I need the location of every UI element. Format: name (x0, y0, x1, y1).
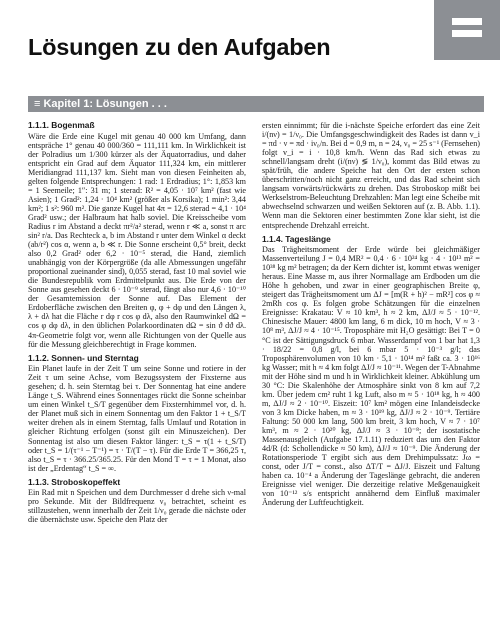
tab-bar-icon (452, 18, 482, 25)
section-text: ersten einnimmt; für die i-nächste Speiche erfordert das eine Zeit i/(nν) = 1/ν₀. Die Umfangsgeschwindigkeit des Rades ist dann v_i = πd · ν = πd · iν₀/n. Bei d = 0,9 m, n = 24, ν₀ = 25 s⁻¹ (Fernsehen) folgt v_i = i · 10,8 km/h. Wenn das Rad sich etwas zu schnell/langsam dreht (i/(nν) ≶ 1/ν₀), kommt das Bild etwas zu spät/früh, die andere Speiche hat den Ort der ersten schon überschritten/noch nicht ganz erreicht, und das Rad scheint sich langsam vorwärts/rückwärts zu drehen. Das Stroboskop mißt bei Werkselstrom-Beleuchtung Drehzahlen: Man legt eine Scheibe mit abwechselnd schwarzen und weißen Sektoren auf (z. B. Abb. 1.1). Wenn man die Sektoren einer bestimmten Zone klar sieht, ist die entsprechende Drehzahl erreicht. (262, 121, 480, 230)
thumb-tab-menu-icon (434, 0, 500, 60)
section-heading: 1.1.3. Stroboskopeffekt (28, 476, 121, 487)
section-text: Ein Rad mit n Speichen und dem Durchmesser d drehe sich ν-mal pro Sekunde. Mit der Bildfrequenz ν₀ betrachtet, scheint es stillzustehen, wenn innerhalb der Zeit 1/ν₀ gerade die nächste oder die übernächste usw. Speiche den Platz der (28, 488, 246, 525)
left-column (28, 121, 246, 529)
section-text: Ein Planet laufe in der Zeit T um seine Sonne und rotiere in der Zeit τ um seine Achse, vom Bezugssystem der Fixsterne aus gesehen; d. h. sein Sterntag bei τ. Der Sonnentag hat eine andere Länge t_S. Während eines Sonnentages rückt die Sonne scheinbar um einen Winkel t_S/T gegenüber dem Fixsternhimmel vor, d. h. der Planet muß sich in einem Sonnentag um den Faktor 1 + t_S/T weiter drehen als in einem Sterntag, falls Umlauf und Rotation in gleicher Richtung erfolgen (sonst gilt ein Minuszeichen). Der Sonnentag ist also um diesen Faktor länger: t_S = τ(1 + t_S/T) oder t_S = 1/(τ⁻¹ − T⁻¹) = τ · T/(T − τ). Für die Erde T = 366,25 τ, also t_S = τ · 366.25/365.25. Für den Mond T = τ = 1 Monat, also ist der „Erdentag“ t_S = ∞. (28, 364, 246, 473)
section-heading: 1.1.4. Tageslänge (262, 233, 331, 244)
section-heading: 1.1.2. Sonnen- und Sterntag (28, 352, 139, 363)
chapter-banner: ≡ Kapitel 1: Lösungen . . . (28, 96, 484, 112)
section-heading: 1.1.1. Bogenmaß (28, 120, 95, 130)
page-top-band (0, 0, 500, 30)
right-column (262, 121, 480, 512)
section-text: Wäre die Erde eine Kugel mit genau 40 000 km Umfang, dann entspräche 1° genau 40 000/360 = 111,111 km. In Wirklichkeit ist der Polradius um 1/300 kürzer als der Äquatorradius, und daher entspricht ein Grad auf dem Äquator 111,324 km, ein mittlerer Meridiangrad 111,137 km. Sieht man von diesen Feinheiten ab, gelten folgende Entsprechungen: 1 rad: 1 Erdradius; 1°: 1,853 km = 1 Seemeile; 1″: 31 m; 1 sterad: R² = 4,05 · 10⁷ km² (fast wie Asien); 1 Grad²: 1,24 · 10⁴ km² (größer als Korsika); 1 min²: 3,44 km²; 1 s²: 960 m². Die ganze Kugel hat 4π = 12,6 sterad = 4,1 · 10⁴ Grad² usw.; der Halbraum hat halb soviel. Die Kreisscheibe vom Radius r im Abstand a deckt πr²/a² sterad, wenn r ≪ a, sonst π arc sin² r/a. Das Rechteck a, b im Abstand r unter dem Winkel α deckt (ab/r²) cos α, wenn a, b ≪ r. Die Sonne erscheint 0,5° breit, deckt also 0,2 Grad² oder 6,2 · 10⁻⁵ sterad, die Hand, ziemlich unabhängig von der Körpergröße (da alle Abmessungen ungefähr proportional zueinander sind), 0,055 sterad, fast 10 mal soviel wie die Bundesrepublik vom Erdmittelpunkt aus. Die Erde von der Sonne aus gesehen deckt 6 · 10⁻⁹ sterad, fängt also nur 4,6 · 10⁻¹⁰ der Gesamtemission der Sonne auf. Das Element der Erdoberfläche zwischen den Breiten φ, φ + dφ und den Längen λ, λ + dλ hat die Fläche r dφ r cos φ dλ, also den Raumwinkel dΩ = cos φ dφ dλ, in den üblichen Polarkoordinaten dΩ = sin ϑ dϑ dλ. 4π-Geometrie folgt vor, wenn alle Richtungen von der Quelle aus für die Messung gleichberechtigt in Frage kommen. (28, 131, 246, 349)
tab-bar-icon (452, 30, 482, 37)
page-title: Lösungen zu den Aufgaben (28, 34, 331, 60)
section-text: Das Trägheitsmoment der Erde würde bei gleichmäßiger Massenverteilung J = 0,4 MR² = 0,4 · 6 · 10²⁴ kg · 4 · 10¹³ m² = 10³⁸ kg m² betragen; da der Kern dichter ist, kommt etwas weniger heraus. Eine Masse m, aus ihrer Normallage am Erdboden um die Höhe h gehoben, und zwar in einer geographischen Breite φ, steigert das Trägheitsmoment um ΔJ = [m(R + h)² − mR²] cos φ ≈ 2mRh cos φ. Es folgen grobe Schätzungen für die einzelnen Ereignisse: Krakatau: V ≈ 10 km³, h ≈ 2 km, ΔJ/J ≈ 5 · 10⁻¹². Chinesische Mauer: 4800 km lang, 6 m dick, 10 m hoch, V ≈ 3 · 10⁸ m³, ΔJ/J ≈ 4 · 10⁻¹⁵. Troposphäre mit H₂O gesättigt: Bei T = 0 °C ist der Sättigungsdruck 6 mbar. Wasserdampf von 1 bar hat 1,3 · 18/22 = 0,8 g/l, bei 6 mbar 5 · 10⁻³ g/l; das Troposphärenvolumen von 10 km · 5,1 · 10¹⁴ m² faßt ca. 3 · 10¹⁶ kg Wasser; mit h ≈ 4 km folgt ΔJ/J ≈ 10⁻¹¹. Wegen der T-Abnahme mit der Höhe sind m und h in Wirklichkeit kleiner. Abkühlung um 30 °C: Die Skalenhöhe der Atmosphäre sinkt von 8 km auf 7,2 km. Über jedem cm² ruht 1 kg Luft, also m ≈ 5 · 10¹⁸ kg, h ≈ 400 m, ΔJ/J ≈ 2 · 10⁻¹⁰. Eiszeit: 10⁷ km² mögen eine Inlandeisdecke von 3 km Dicke haben, m ≈ 3 · 10¹⁹ kg, ΔJ/J ≈ 2 · 10⁻⁹. Tertiäre Faltung: 50 000 km lang, 500 km breit, 3 km hoch, V ≈ 7 · 10⁷ km³, m ≈ 2 · 10²⁰ kg, ΔJ/J ≈ 3 · 10⁻⁸; der isostatische Massenausgleich (Aufgabe 17.1.11) reduziert das um den Faktor 4d/R (d: Schollendicke ≈ 50 km), ΔJ/J ≈ 10⁻⁹. Die Änderung der Rotationsperiode T ergibt sich aus dem Drehimpulssatz: Jω = const, oder J/T = const., also ΔT/T = ΔJ/J. Eiszeit und Faltung haben ca. 10⁻⁴ a Änderung der Tageslänge gebracht, die anderen Ereignisse viel weniger. Die derzeitige relative Meßgenauigkeit von 10⁻¹² s/s entspricht annähernd dem Einfluß maximaler Änderung der Luftfeuchtigkeit. (262, 245, 480, 508)
